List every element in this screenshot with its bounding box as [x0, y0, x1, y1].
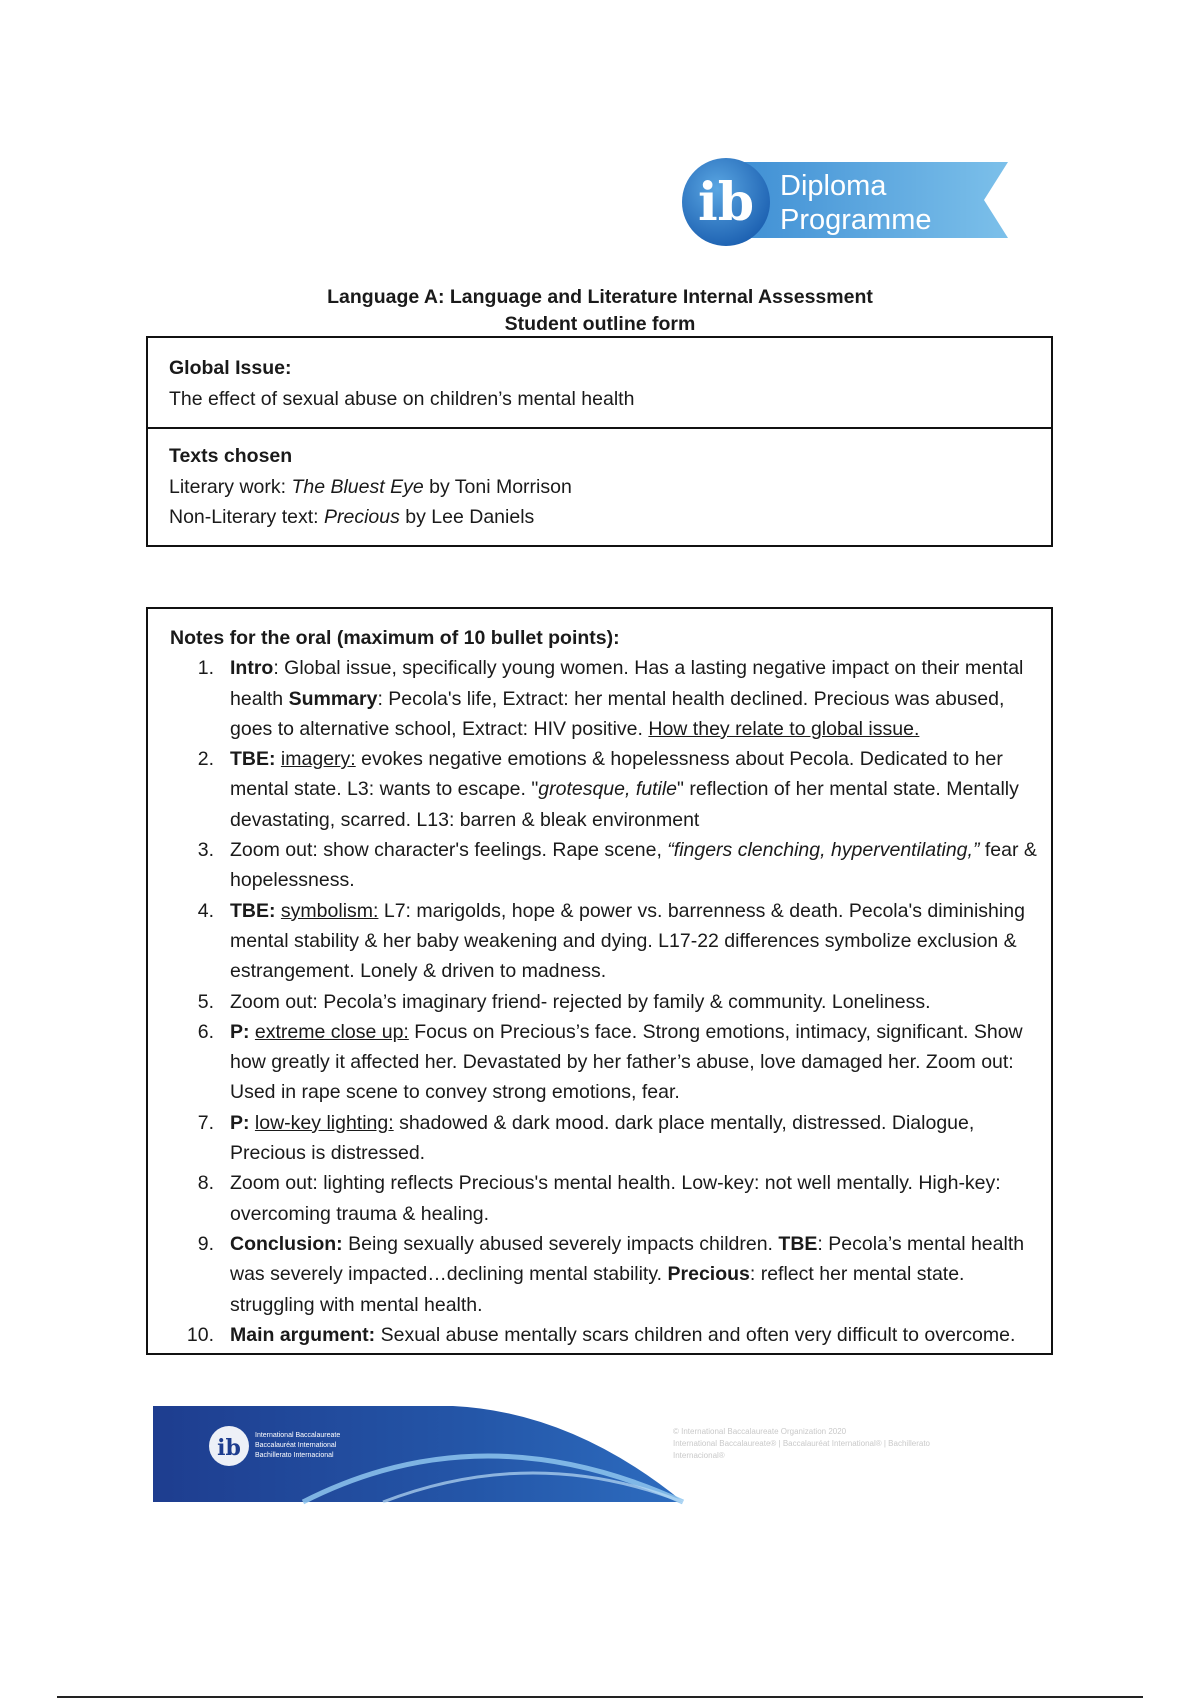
- note-keyword: TBE:: [230, 748, 276, 771]
- note-text: Zoom out: Pecola’s imaginary friend- rejected by family & community. Loneliness.: [230, 990, 931, 1013]
- literary-work-title: The Bluest Eye: [291, 475, 424, 498]
- literary-work-line: [169, 472, 1030, 503]
- note-quote: grotesque, futile: [538, 778, 678, 801]
- note-item: [170, 744, 1051, 835]
- note-keyword: Precious: [667, 1263, 750, 1286]
- ib-diploma-programme-logo: [676, 150, 1016, 255]
- logo-ib-mark: ib: [697, 172, 755, 233]
- note-underlined: low-key lighting:: [254, 1111, 394, 1134]
- non-literary-text-line: [169, 502, 1030, 533]
- non-literary-title: Precious: [323, 506, 400, 528]
- note-underlined: imagery:: [280, 748, 356, 771]
- global-issue-label: Global Issue:: [169, 357, 292, 379]
- note-text: : reflect her mental state. struggling with mental health.: [230, 1263, 965, 1316]
- footer-ib-mark: ib: [217, 1435, 241, 1461]
- footer-copyright-line1: © International Baccalaureate Organization 2020: [673, 1427, 847, 1436]
- note-number: 5.: [197, 990, 214, 1013]
- note-text: shadowed & dark mood. dark place mentally, distressed. Dialogue, Precious is distressed.: [230, 1111, 975, 1165]
- document-subtitle: Student outline form: [504, 313, 696, 335]
- note-text: : Global issue, specifically young women. Has a lasting negative impact on their mental health: [230, 657, 1024, 710]
- note-text: Focus on Precious’s face. Strong emotions, intimacy, significant. Show how greatly it affected her. Devastated by her father’s abuse, love damaged her. Zoom out: Used in rape scene to convey strong emotions, fear.: [230, 1020, 1023, 1104]
- note-item: [170, 1320, 1051, 1350]
- note-number: 9.: [197, 1232, 214, 1255]
- note-text: Zoom out: show character's feelings. Rape scene,: [230, 839, 668, 862]
- note-text: Being sexually abused severely impacts children.: [342, 1232, 779, 1255]
- page-bottom-divider: [57, 1696, 1143, 1698]
- note-item: [170, 653, 1051, 744]
- note-item: [170, 835, 1051, 896]
- note-number: 8.: [197, 1172, 214, 1195]
- global-issue-box: [146, 336, 1053, 429]
- literary-work-author: by Toni Morrison: [423, 475, 572, 498]
- non-literary-prefix: Non-Literary text:: [169, 506, 324, 528]
- note-item: [170, 1168, 1051, 1229]
- note-text: fear & hopelessness.: [230, 839, 1037, 892]
- note-item: [170, 987, 1051, 1017]
- note-underlined: How they relate to global issue.: [648, 717, 920, 740]
- note-keyword: TBE:: [230, 899, 276, 922]
- footer-org-line1: International Baccalaureate: [255, 1432, 341, 1439]
- note-underlined: extreme close up:: [254, 1020, 409, 1043]
- note-text: evokes negative emotions & hopelessness about Pecola. Dedicated to her mental state. L3: wants to escape. ": [230, 748, 1003, 801]
- footer-org-line2: Baccalauréat International: [255, 1442, 337, 1449]
- note-underlined: symbolism:: [280, 899, 379, 922]
- logo-line2: Programme: [780, 204, 932, 236]
- note-item: [170, 1017, 1051, 1108]
- note-text: L7: marigolds, hope & power vs. barrenness & death. Pecola's diminishing mental stability & her baby weakening and dying. L17-22 differences symbolize exclusion & estrangement. Lonely & driven to madness.: [230, 899, 1025, 983]
- note-keyword: P:: [230, 1020, 250, 1043]
- notes-box: [146, 607, 1053, 1355]
- note-keyword: Summary: [288, 687, 378, 710]
- literary-work-prefix: Literary work:: [169, 475, 292, 498]
- document-title: Language A: Language and Literature Internal Assessment: [327, 286, 873, 308]
- note-number: 4.: [197, 899, 214, 922]
- note-number: 2.: [197, 748, 214, 771]
- notes-title: Notes for the oral (maximum of 10 bullet points):: [170, 627, 620, 649]
- note-number: 1.: [197, 657, 214, 680]
- note-number: 7.: [197, 1111, 214, 1134]
- note-text: " reflection of her mental state. Mentally devastating, scarred. L13: barren & bleak environment: [230, 778, 1019, 831]
- note-keyword: Conclusion:: [230, 1232, 343, 1255]
- logo-line1: Diploma: [780, 170, 887, 202]
- texts-chosen-label: Texts chosen: [169, 445, 293, 467]
- note-keyword: TBE: [778, 1232, 818, 1255]
- note-text: Zoom out: lighting reflects Precious's mental health. Low-key: not well mentally. High-key: overcoming trauma & healing.: [230, 1172, 1001, 1225]
- note-number: 10.: [186, 1323, 214, 1346]
- texts-chosen-box: [146, 427, 1053, 547]
- footer-banner: [153, 1398, 1043, 1510]
- note-quote: “fingers clenching, hyperventilating,”: [667, 839, 980, 862]
- note-number: 6.: [197, 1020, 214, 1043]
- notes-list: [170, 653, 1051, 1350]
- note-keyword: P:: [230, 1111, 250, 1134]
- footer-copyright-line3: Internacional®: [673, 1451, 725, 1460]
- note-item: [170, 896, 1051, 987]
- footer-copyright-line2: International Baccalaureate® | Baccalauréat International® | Bachillerato: [673, 1439, 930, 1448]
- note-keyword: Intro: [230, 657, 274, 680]
- note-text: Sexual abuse mentally scars children and often very difficult to overcome.: [375, 1323, 1016, 1346]
- note-item: [170, 1229, 1051, 1320]
- global-issue-value: The effect of sexual abuse on children’s mental health: [169, 388, 635, 410]
- note-item: [170, 1108, 1051, 1169]
- note-number: 3.: [197, 839, 214, 862]
- note-text: : Pecola's life, Extract: her mental health declined. Precious was abused, goes to alternative school, Extract: HIV positive.: [230, 687, 1005, 740]
- note-text: : Pecola’s mental health was severely impacted…declining mental stability.: [230, 1232, 1025, 1286]
- non-literary-author: by Lee Daniels: [399, 506, 535, 528]
- footer-org-line3: Bachillerato Internacional: [255, 1452, 334, 1459]
- note-keyword: Main argument:: [230, 1323, 376, 1346]
